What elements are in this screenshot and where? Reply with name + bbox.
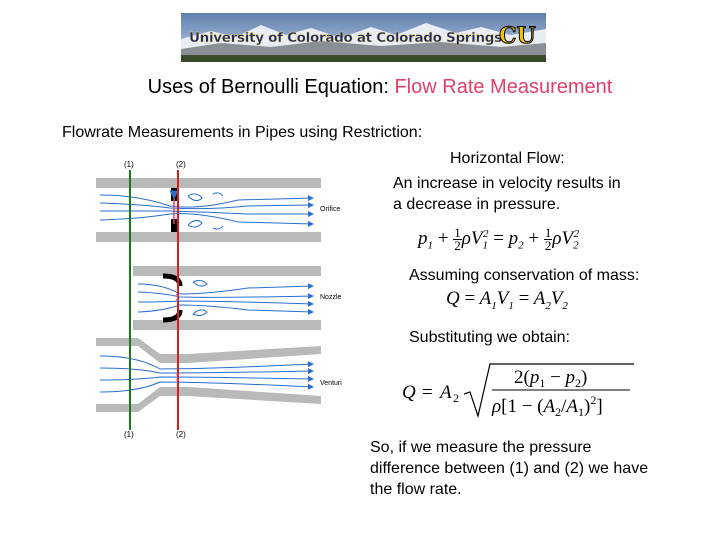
section-heading: Flowrate Measurements in Pipes using Restriction: [62,124,423,141]
substitution-label: Substituting we obtain: [409,329,570,346]
svg-text:=: = [422,382,433,403]
label-bottom-2: (2) [176,430,186,439]
svg-text:2: 2 [453,391,459,405]
conclusion-line-2: difference between (1) and (2) we have [370,460,649,477]
label-top-2: (2) [176,160,186,169]
slide-title [0,76,720,99]
velocity-line-2: a decrease in pressure. [393,196,561,213]
university-banner [181,13,546,62]
label-orifice: Orifice [320,206,341,213]
station-1-line [129,170,131,430]
conclusion-line-1: So, if we measure the pressure [370,439,592,456]
continuity-equation: $Q = A_1V_1 = A_2V_2$ [446,288,568,312]
venturi-pressure-arrow: ↕ [174,368,181,384]
bernoulli-equation: $p_1$ + $\frac{1}{2}$ $\rho V_1^2 = p_2$ + $\frac{1}{2}$ $\rho V_2^2$ [418,225,580,253]
flow-meters-diagram [88,158,363,443]
flow-rate-formula [398,362,638,420]
conclusion-line-3: the flow rate. [370,481,462,498]
nozzle-pressure-arrow: ↕ [174,288,181,304]
svg-text:A: A [440,382,452,403]
svg-text:Q: Q [402,382,416,403]
label-top-1: (1) [124,160,134,169]
svg-text:2(p1 − p2): $2(p_1 - p_2)$ [514,367,588,390]
cu-logo: CU [499,23,536,49]
title-highlight: Flow Rate Measurement [394,76,613,98]
nozzle-meter [133,266,321,330]
horizontal-flow-label: Horizontal Flow: [450,150,565,167]
svg-text:ρ[1 − (A2/A1)2]: $\rho[1 - (A_2/A_1)^2]$ [492,393,603,419]
label-venturi: Venturi [320,380,342,387]
flow-rate-equation [398,362,638,420]
mass-conservation-label: Assuming conservation of mass: [409,267,640,284]
label-bottom-1: (1) [124,430,134,439]
banner-text: University of Colorado at Colorado Springs [189,30,502,46]
velocity-line-1: An increase in velocity results in [393,175,621,192]
title-main: Uses of Bernoulli Equation: [147,76,395,98]
label-nozzle: Nozzle [320,294,342,301]
